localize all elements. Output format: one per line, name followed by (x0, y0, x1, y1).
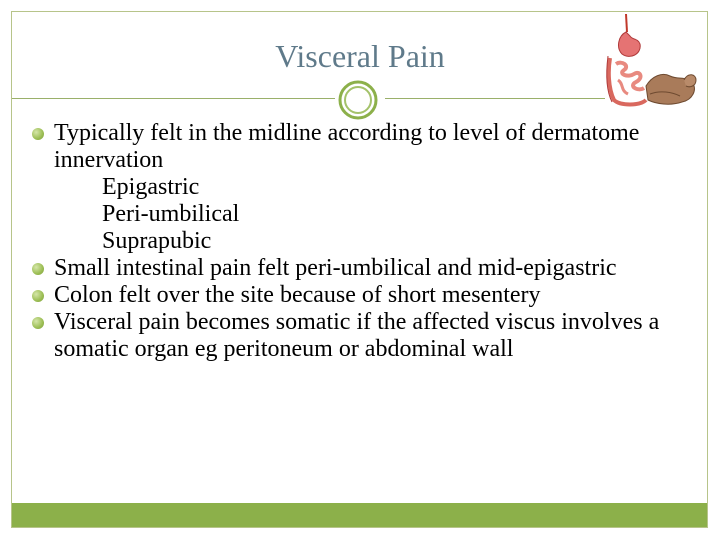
bullet-item (30, 255, 680, 282)
bullet-text: Typically felt in the midline according to level of dermatome innervation (54, 120, 640, 173)
bullet-dot-icon (32, 263, 44, 275)
bullet-item (30, 282, 680, 309)
footer-bar (12, 503, 707, 527)
bullet-text: Colon felt over the site because of short mesentery (54, 282, 541, 308)
bullet-text: Visceral pain becomes somatic if the affected viscus involves a somatic organ eg peritoneum or abdominal wall (54, 309, 660, 362)
slide-title: Visceral Pain (275, 38, 445, 74)
sub-item: Suprapubic (102, 228, 212, 254)
bullet-dot-icon (32, 317, 44, 329)
circle-ornament-icon (336, 78, 380, 122)
slide-content (30, 120, 680, 363)
digestive-tract-illustration (600, 10, 700, 110)
sub-item: Epigastric (102, 174, 200, 200)
bullet-dot-icon (32, 128, 44, 140)
title-rule-left (12, 98, 335, 99)
bullet-dot-icon (32, 290, 44, 302)
sub-item: Peri-umbilical (102, 201, 240, 227)
bullet-text: Small intestinal pain felt peri-umbilical and mid-epigastric (54, 255, 617, 281)
title-rule-right (385, 98, 605, 99)
bullet-item (30, 309, 680, 363)
bullet-item (30, 120, 680, 174)
